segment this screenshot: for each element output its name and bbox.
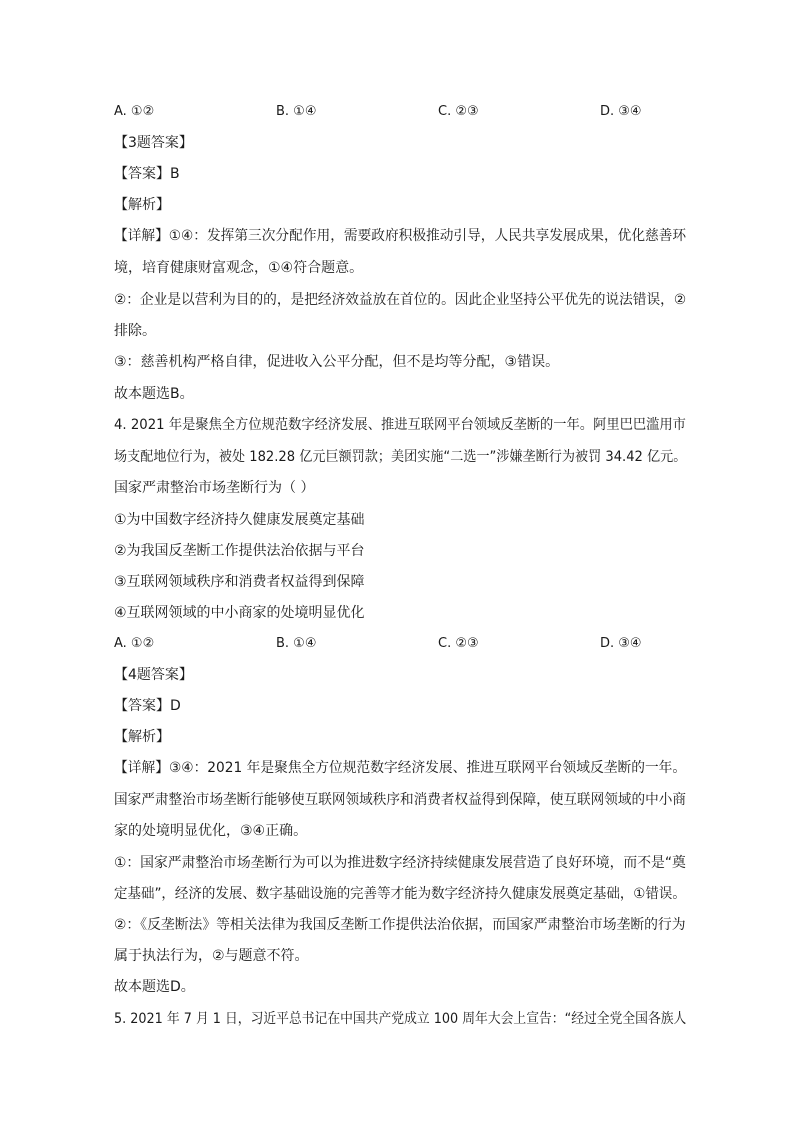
q4-detail-line: ②：《反垄断法》等相关法律为我国反垄断工作提供法治依据，而国家严肃整治市场垄断的行为	[114, 917, 686, 933]
q3-option-d: D. ③④	[600, 104, 642, 119]
q3-analysis-heading: 【解析】	[114, 197, 170, 213]
q4-statement-4: ④互联网领域的中小商家的处境明显优化	[114, 605, 365, 621]
q4-statement-2: ②为我国反垄断工作提供法治依据与平台	[114, 543, 365, 559]
q3-option-b: B. ①④	[276, 104, 317, 119]
q3-detail-line: 【详解】①④：发挥第三次分配作用，需要政府积极推动引导，人民共享发展成果，优化慈善环	[114, 228, 687, 244]
q3-answer-heading: 【3题答案】	[114, 135, 193, 151]
q3-detail-line: ③：慈善机构严格自律，促进收入公平分配，但不是均等分配，③错误。	[114, 354, 560, 370]
q4-option-c: C. ②③	[438, 636, 479, 651]
q4-answer: 【答案】D	[114, 698, 181, 714]
q4-stem-line: 4. 2021 年是聚焦全方位规范数字经济发展、推进互联网平台领域反垄断的一年。阿里巴巴滥用市	[114, 417, 686, 433]
q4-analysis-heading: 【解析】	[114, 729, 170, 745]
q5-stem-line: 5. 2021 年 7 月 1 日，习近平总书记在中国共产党成立 100 周年大会上宣告：“经过全党全国各族人	[114, 1011, 687, 1027]
q4-option-b: B. ①④	[276, 636, 317, 651]
q3-detail-line: 排除。	[114, 323, 156, 339]
q4-detail-line: 【详解】③④：2021 年是聚焦全方位规范数字经济发展、推进互联网平台领域反垄断的一年。	[114, 760, 687, 776]
q4-detail-line: 属于执法行为，②与题意不符。	[114, 948, 309, 964]
q3-detail-line: ②：企业是以营利为目的的，是把经济效益放在首位的。因此企业坚持公平优先的说法错误，②	[114, 292, 687, 308]
q3-detail-line: 境，培育健康财富观念，①④符合题意。	[114, 260, 364, 276]
q4-statement-1: ①为中国数字经济持久健康发展奠定基础	[114, 512, 365, 528]
q4-detail-line: ①：国家严肃整治市场垄断行为可以为推进数字经济持续健康发展营造了良好环境，而不是“奠	[114, 855, 686, 871]
q4-detail-line: 家的处境明显优化，③④正确。	[114, 823, 308, 839]
q4-option-d: D. ③④	[600, 636, 642, 651]
q4-answer-heading: 【4题答案】	[114, 667, 193, 683]
q4-stem-line: 国家严肃整治市场垄断行为（ ）	[114, 480, 315, 496]
q4-detail-line: 定基础”，经济的发展、数字基础设施的完善等才能为数字经济持久健康发展奠定基础，①错误。	[114, 886, 686, 902]
q3-option-c: C. ②③	[438, 104, 479, 119]
q3-option-a: A. ①②	[114, 104, 155, 119]
q4-option-a: A. ①②	[114, 636, 155, 651]
q3-answer: 【答案】B	[114, 166, 180, 182]
q4-conclusion: 故本题选D。	[114, 979, 195, 995]
q4-detail-line: 国家严肃整治市场垄断行能够使互联网领域秩序和消费者权益得到保障，使互联网领域的中小商	[114, 792, 687, 808]
q3-conclusion: 故本题选B。	[114, 386, 194, 402]
q4-statement-3: ③互联网领域秩序和消费者权益得到保障	[114, 574, 365, 590]
q4-stem-line: 场支配地位行为，被处 182.28 亿元巨额罚款；美团实施“二选一”涉嫌垄断行为被罚 34.42 亿元。	[114, 449, 687, 465]
